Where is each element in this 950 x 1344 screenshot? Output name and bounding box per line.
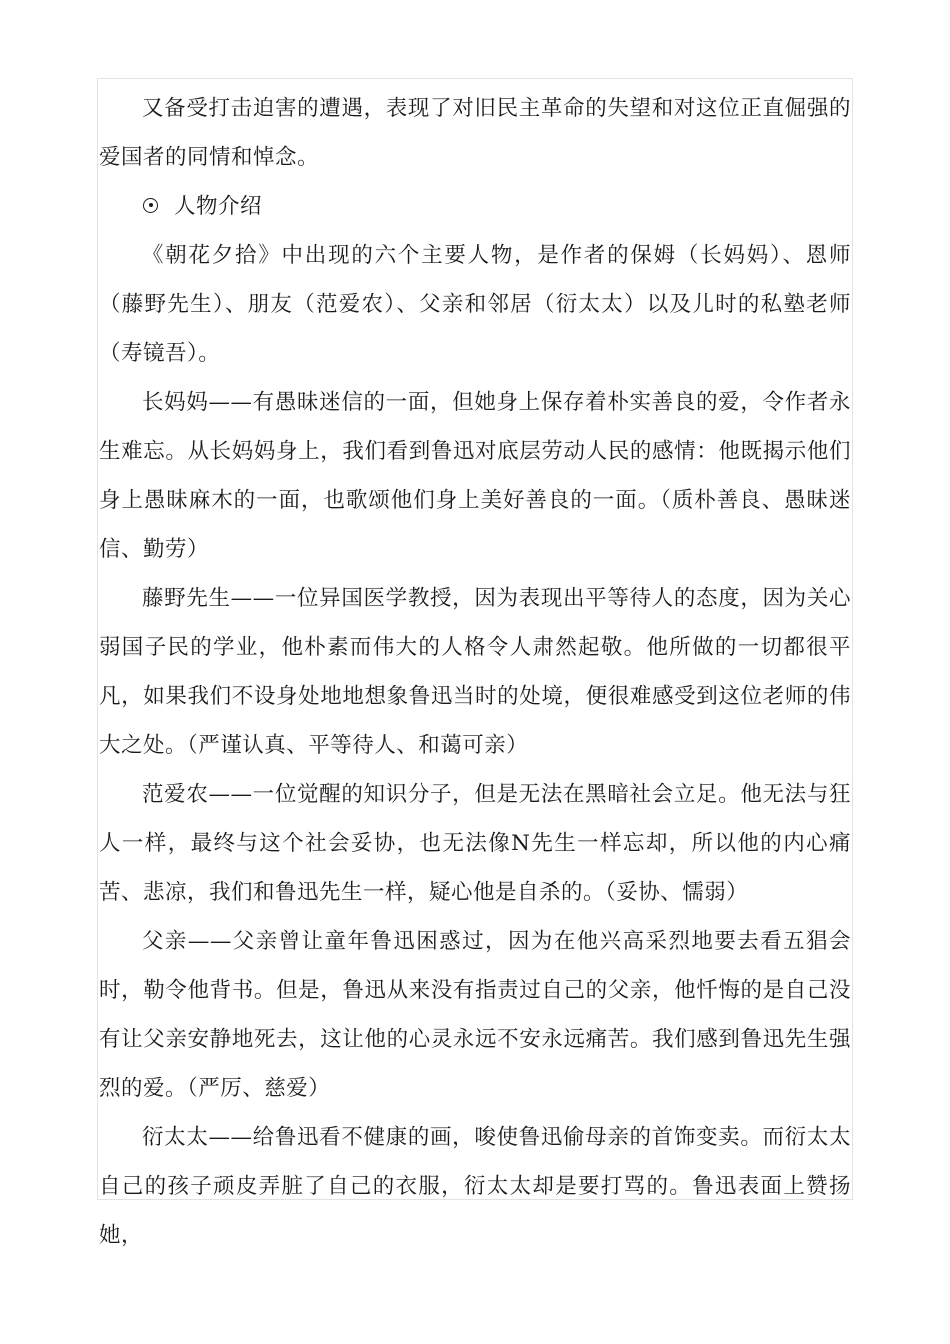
document-body xyxy=(99,84,851,1260)
intro-paragraph: 又备受打击迫害的遭遇，表现了对旧民主革命的失望和对这位正直倔强的爱国者的同情和悼念。 xyxy=(99,96,851,170)
character-paragraph-father: 父亲——父亲曾让童年鲁迅困惑过，因为在他兴高采烈地要去看五猖会时，勒令他背书。但是，鲁迅从来没有指责过自己的父亲，他忏悔的是自己没有让父亲安静地死去，这让他的心灵永远不安永远痛苦。我们感到鲁迅先生强烈的爱。（严厉、慈爱） xyxy=(99,929,851,1101)
character-paragraph-fanainong: 范爱农——一位觉醒的知识分子，但是无法在黑暗社会立足。他无法与狂人一样，最终与这个社会妥协，也无法像N先生一样忘却，所以他的内心痛苦、悲凉，我们和鲁迅先生一样，疑心他是自杀的。（妥协、懦弱） xyxy=(99,782,851,905)
section-heading xyxy=(99,182,851,231)
character-paragraph-tengye: 藤野先生——一位异国医学教授，因为表现出平等待人的态度，因为关心弱国子民的学业，他朴素而伟大的人格令人肃然起敬。他所做的一切都很平凡，如果我们不设身处地地想象鲁迅当时的处境，便很难感受到这位老师的伟大之处。（严谨认真、平等待人、和蔼可亲） xyxy=(99,586,851,758)
character-paragraph-changmama: 长妈妈——有愚昧迷信的一面，但她身上保存着朴实善良的爱，令作者永生难忘。从长妈妈身上，我们看到鲁迅对底层劳动人民的感情：他既揭示他们身上愚昧麻木的一面，也歌颂他们身上美好善良的一面。（质朴善良、愚昧迷信、勤劳） xyxy=(99,390,851,562)
section-heading-text: 人物介绍 xyxy=(174,194,263,219)
character-paragraph-yantaitai: 衍太太——给鲁迅看不健康的画，唆使鲁迅偷母亲的首饰变卖。而衍太太自己的孩子顽皮弄脏了自己的衣服，衍太太却是要打骂的。鲁迅表面上赞扬她， xyxy=(99,1125,851,1248)
circled-dot-icon xyxy=(143,198,158,213)
overview-paragraph: 《朝花夕拾》中出现的六个主要人物，是作者的保姆（长妈妈）、恩师（藤野先生）、朋友（范爱农）、父亲和邻居（衍太太）以及儿时的私塾老师（寿镜吾）。 xyxy=(99,243,851,366)
